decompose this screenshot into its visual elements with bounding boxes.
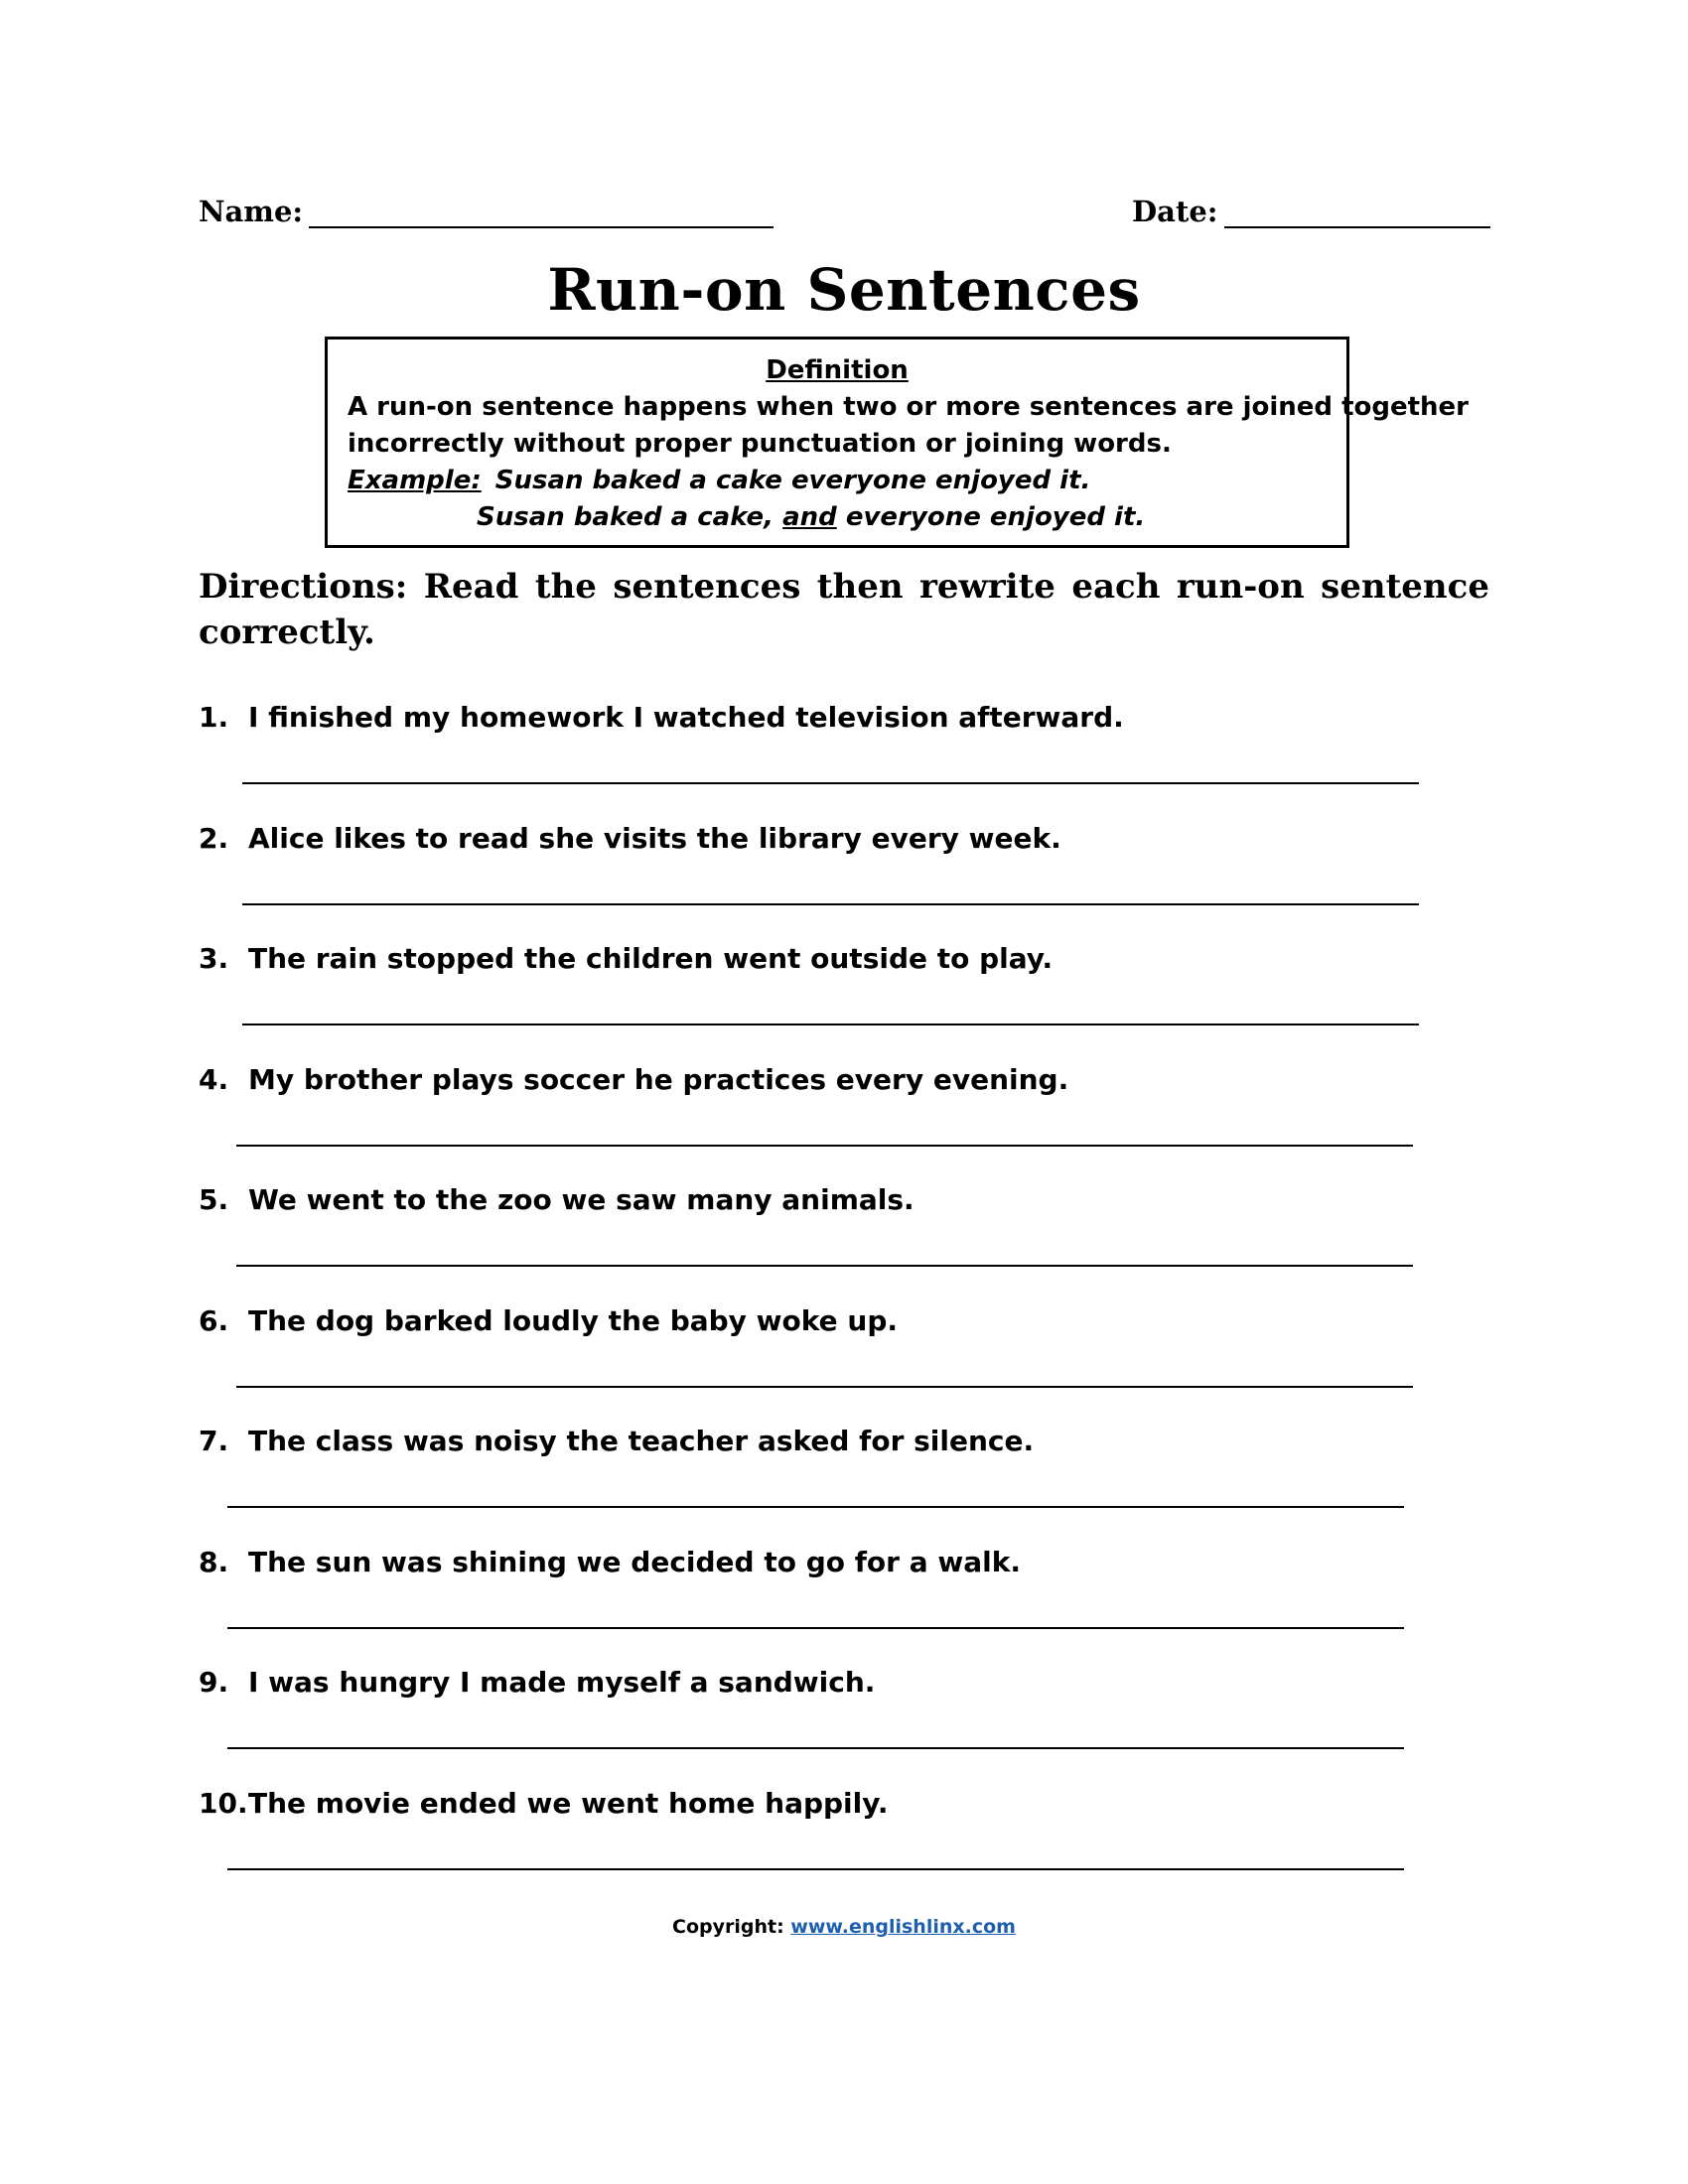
question-text: The movie ended we went home happily. bbox=[248, 1786, 889, 1820]
question-text: The dog barked loudly the baby woke up. bbox=[248, 1303, 899, 1337]
name-label: Name: bbox=[199, 195, 304, 228]
answer-line[interactable] bbox=[227, 1868, 1404, 1870]
example-fixed-before: Susan baked a cake, bbox=[477, 502, 783, 532]
answer-line[interactable] bbox=[227, 1627, 1404, 1629]
answer-line[interactable] bbox=[236, 1386, 1413, 1388]
question-item bbox=[199, 1546, 1021, 1578]
header-row bbox=[199, 195, 1489, 238]
question-text: My brother plays soccer he practices every evening. bbox=[248, 1062, 1069, 1096]
question-number: 3. bbox=[199, 942, 229, 975]
question-text: The rain stopped the children went outside to play. bbox=[248, 942, 1054, 975]
question-number: 8. bbox=[199, 1545, 229, 1578]
definition-line-2: incorrectly without proper punctuation or joining words. bbox=[348, 429, 1172, 459]
copyright-label: Copyright: bbox=[672, 1916, 791, 1938]
question-number: 2. bbox=[199, 821, 229, 855]
answer-line[interactable] bbox=[236, 1145, 1413, 1147]
question-number: 1. bbox=[199, 701, 229, 734]
example-fixed-conjunction: and bbox=[782, 502, 837, 532]
copyright-link[interactable]: www.englishlinx.com bbox=[790, 1916, 1016, 1938]
question-item bbox=[199, 1666, 875, 1699]
answer-line[interactable] bbox=[236, 1265, 1413, 1267]
question-text: I finished my homework I watched television afterward. bbox=[248, 701, 1124, 734]
question-item bbox=[199, 1304, 898, 1337]
question-text: I was hungry I made myself a sandwich. bbox=[248, 1666, 876, 1699]
question-number: 10. bbox=[199, 1786, 248, 1820]
footer bbox=[0, 1916, 1688, 1938]
answer-line[interactable] bbox=[242, 903, 1419, 905]
answer-line[interactable] bbox=[242, 1024, 1419, 1025]
question-text: Alice likes to read she visits the library every week. bbox=[248, 821, 1061, 855]
example-line-wrong bbox=[348, 466, 1090, 495]
question-item bbox=[199, 1787, 889, 1820]
name-blank-line[interactable] bbox=[309, 197, 774, 228]
question-number: 6. bbox=[199, 1303, 229, 1337]
answer-line[interactable] bbox=[242, 782, 1419, 784]
example-fixed-after: everyone enjoyed it. bbox=[836, 502, 1146, 532]
question-item bbox=[199, 1425, 1034, 1457]
name-field[interactable] bbox=[199, 195, 774, 228]
example-label: Example: bbox=[348, 466, 482, 495]
answer-line[interactable] bbox=[227, 1506, 1404, 1508]
question-text: The sun was shining we decided to go for a walk. bbox=[248, 1545, 1021, 1578]
date-blank-line[interactable] bbox=[1224, 197, 1490, 228]
page-title: Run-on Sentences bbox=[547, 256, 1141, 324]
question-number: 5. bbox=[199, 1183, 229, 1216]
question-item bbox=[199, 822, 1061, 855]
question-item bbox=[199, 942, 1053, 975]
question-item bbox=[199, 701, 1124, 734]
example-line-fixed bbox=[477, 502, 1145, 532]
question-number: 7. bbox=[199, 1425, 229, 1457]
question-text: The class was noisy the teacher asked for silence. bbox=[248, 1425, 1035, 1457]
question-number: 4. bbox=[199, 1062, 229, 1096]
answer-line[interactable] bbox=[227, 1747, 1404, 1749]
directions: Directions: Read the sentences then rewrite each run-on sentence correctly. bbox=[199, 567, 1489, 652]
definition-heading: Definition bbox=[766, 355, 909, 385]
example-wrong-sentence: Susan baked a cake everyone enjoyed it. bbox=[494, 466, 1091, 495]
definition-line-1: A run-on sentence happens when two or more sentences are joined together bbox=[348, 392, 1469, 422]
question-item bbox=[199, 1063, 1068, 1096]
question-item bbox=[199, 1183, 914, 1216]
question-text: We went to the zoo we saw many animals. bbox=[248, 1183, 914, 1216]
definition-box bbox=[325, 337, 1469, 548]
date-label: Date: bbox=[1132, 195, 1218, 228]
question-number: 9. bbox=[199, 1666, 229, 1699]
date-field[interactable] bbox=[1132, 195, 1490, 228]
